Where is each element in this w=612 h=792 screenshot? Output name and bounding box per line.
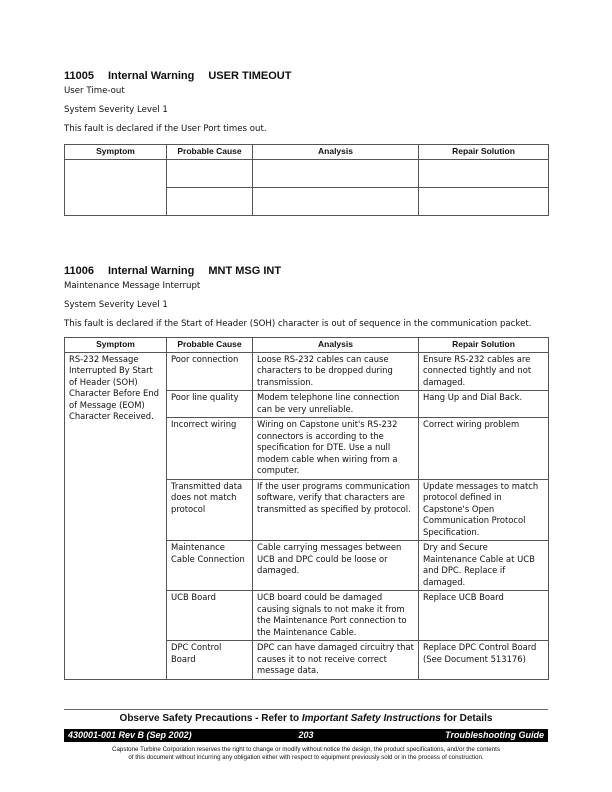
fault-title [64,68,548,84]
analysis-cell [253,159,419,187]
analysis-cell: DPC can have damaged circuitry that causes it to not receive correct message data. [253,641,419,680]
safety-link-text: Important Safety Instructions [301,713,441,724]
repair-cell: Update messages to match protocol defined in Capstone's Open Communication Protocol Specification. [419,479,549,541]
fault-severity: System Severity Level 1 [64,105,168,115]
cause-cell [167,159,253,187]
table-header-row [65,338,549,353]
repair-cell: Replace DPC Control Board (See Document 513176) [419,641,549,680]
fault-declared: This fault is declared if the Start of Header (SOH) character is out of sequence in the communication packet. [64,319,532,329]
repair-cell: Ensure RS-232 cables are connected tightly and not damaged. [419,352,549,391]
footer-bar [64,729,548,742]
fault-type: Internal Warning [107,70,195,82]
fault-11005-table [64,144,549,216]
col-analysis: Analysis [253,145,419,160]
safety-prefix: Observe Safety Precautions - Refer to [119,713,302,724]
col-probable-cause: Probable Cause [167,338,253,353]
analysis-cell: Cable carrying messages between UCB and DPC could be loose or damaged. [253,541,419,591]
cause-cell: Maintenance Cable Connection [167,541,253,591]
analysis-cell: Modem telephone line connection can be very unreliable. [253,391,419,418]
guide-title: Troubleshooting Guide [445,730,544,740]
fault-name: MNT MSG INT [208,265,282,277]
table-row [65,352,549,391]
col-symptom: Symptom [65,338,167,353]
footer-rule [64,709,548,710]
col-symptom: Symptom [65,145,167,160]
fault-title [64,263,548,279]
cause-cell [167,187,253,215]
fault-description: Maintenance Message Interrupt [64,281,201,291]
fault-declared: This fault is declared if the User Port times out. [64,124,267,134]
fault-code: 11005 [64,70,94,82]
table-row [65,159,549,187]
analysis-cell: Loose RS-232 cables can cause characters to be dropped during transmission. [253,352,419,391]
page-number: 203 [298,730,314,740]
disclaimer-line: Capstone Turbine Corporation reserves the right to change or modify without notice the design, the product specifications, and/or the contents [112,746,500,753]
repair-cell: Dry and Secure Maintenance Cable at UCB and DPC. Replace if damaged. [419,541,549,591]
repair-cell [419,187,549,215]
cause-cell: Incorrect wiring [167,418,253,480]
col-repair-solution: Repair Solution [419,338,549,353]
fault-11006-section [64,263,548,330]
symptom-cell [65,159,167,215]
repair-cell [419,159,549,187]
cause-cell: Poor connection [167,352,253,391]
disclaimer [64,746,548,762]
safety-notice [64,713,548,724]
analysis-cell: If the user programs communication software, verify that characters are transmitted as specified by protocol. [253,479,419,541]
col-repair-solution: Repair Solution [419,145,549,160]
document-id: 430001-001 Rev B (Sep 2002) [68,730,192,740]
fault-description: User Time-out [64,86,125,96]
fault-code: 11006 [64,265,94,277]
safety-suffix: for Details [440,713,493,724]
col-probable-cause: Probable Cause [167,145,253,160]
fault-severity: System Severity Level 1 [64,300,168,310]
cause-cell: DPC Control Board [167,641,253,680]
fault-11006-table [64,337,549,680]
cause-cell: Transmitted data does not match protocol [167,479,253,541]
fault-11005-section [64,68,548,135]
col-analysis: Analysis [253,338,419,353]
repair-cell: Hang Up and Dial Back. [419,391,549,418]
repair-cell: Correct wiring problem [419,418,549,480]
analysis-cell: UCB board could be damaged causing signals to not make it from the Maintenance Port connection to the Maintenance Cable. [253,591,419,641]
fault-type: Internal Warning [107,265,195,277]
analysis-cell: Wiring on Capstone unit's RS-232 connectors is according to the specification for DTE. Use a null modem cable when wiring from a computer. [253,418,419,480]
fault-name: USER TIMEOUT [208,70,292,82]
disclaimer-line: of this document without incurring any obligation either with respect to equipment previously sold or in the process of construction. [128,754,484,761]
table-header-row [65,145,549,160]
repair-cell: Replace UCB Board [419,591,549,641]
cause-cell: Poor line quality [167,391,253,418]
symptom-cell: RS-232 Message Interrupted By Start of Header (SOH) Character Before End of Message (EOM) Character Received. [65,352,167,679]
analysis-cell [253,187,419,215]
cause-cell: UCB Board [167,591,253,641]
